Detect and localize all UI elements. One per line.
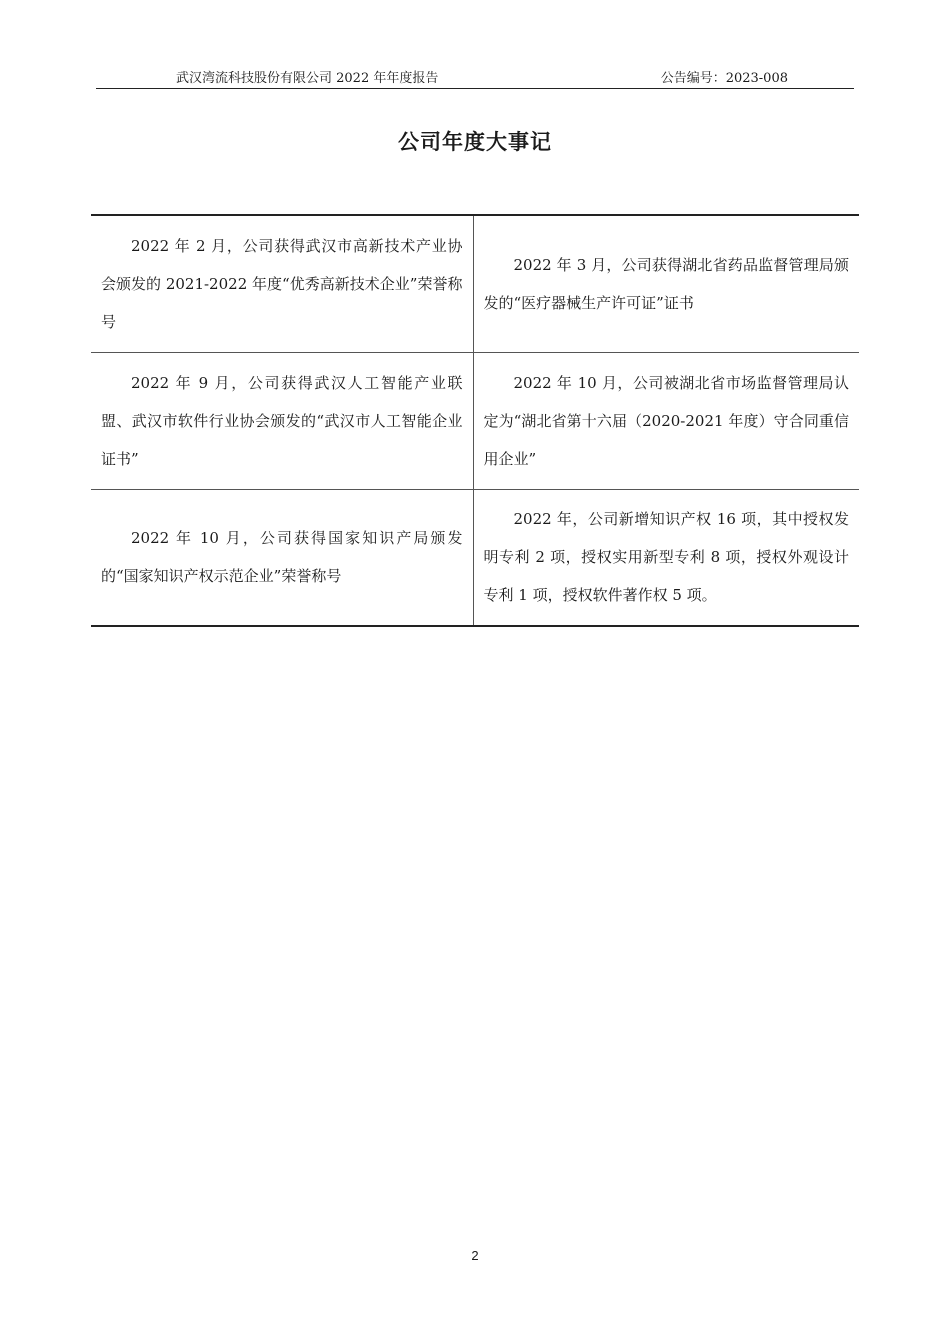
table-row (91, 489, 859, 626)
announcement-number: 公告编号：2023-008 (660, 71, 788, 86)
event-cell: 2022 年，公司新增知识产权 16 项，其中授权发明专利 2 项，授权实用新型专利 8 项，授权外观设计专利 1 项，授权软件著作权 5 项。 (473, 489, 859, 626)
page-number: 2 (471, 1248, 479, 1263)
event-cell: 2022 年 10 月，公司被湖北省市场监督管理局认定为“湖北省第十六届（2020-2021 年度）守合同重信用企业” (473, 352, 859, 489)
event-cell: 2022 年 3 月，公司获得湖北省药品监督管理局颁发的“医疗器械生产许可证”证书 (483, 255, 849, 312)
page-header (96, 66, 854, 89)
event-cell: 2022 年 9 月，公司获得武汉人工智能产业联盟、武汉市软件行业协会颁发的“武汉市人工智能企业证书” (91, 352, 473, 489)
report-title: 武汉湾流科技股份有限公司 2022 年年度报告 (176, 71, 439, 86)
event-cell: 2022 年 2 月，公司获得武汉市高新技术产业协会颁发的 2021-2022 年度“优秀高新技术企业”荣誉称号 (91, 215, 473, 352)
event-cell: 2022 年 10 月，公司获得国家知识产局颁发的“国家知识产权示范企业”荣誉称号 (91, 489, 473, 626)
page-title: 公司年度大事记 (398, 130, 552, 154)
table-row (91, 215, 859, 352)
events-table (91, 214, 859, 627)
table-row (91, 352, 859, 489)
